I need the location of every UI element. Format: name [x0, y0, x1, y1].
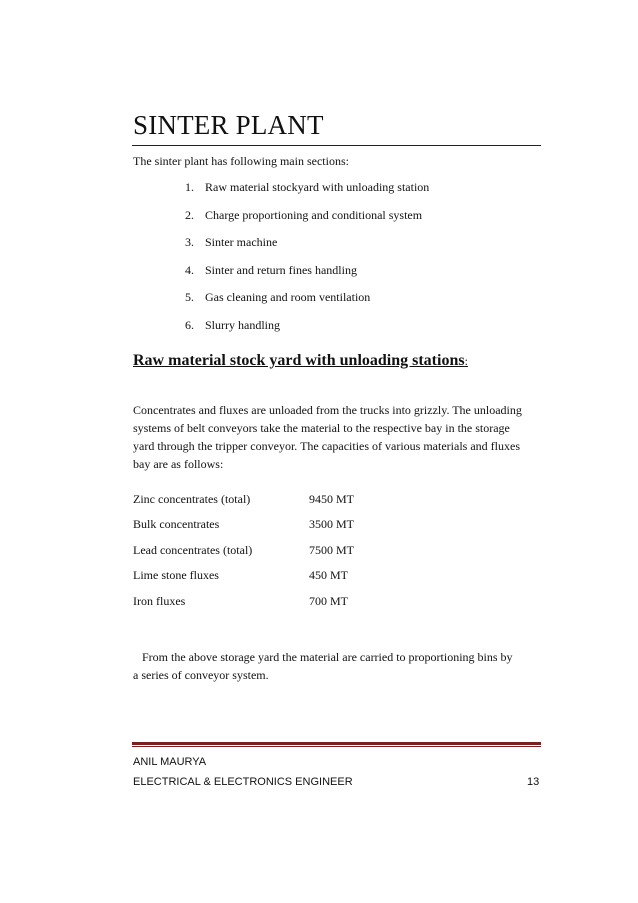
table-row: Bulk concentrates 3500 MT — [133, 517, 354, 532]
list-item: 2. Charge proportioning and conditional system — [185, 207, 423, 222]
table-row: Iron fluxes 700 MT — [133, 593, 348, 608]
list-item: 6. Slurry handling — [185, 317, 280, 332]
intro-text: The sinter plant has following main sections: — [133, 154, 349, 168]
list-item: 1. Raw material stockyard with unloading station — [185, 180, 430, 194]
section-heading: Raw material stock yard with unloading stations: — [133, 352, 468, 369]
list-item: 3. Sinter machine — [185, 235, 278, 249]
table-row: Lead concentrates (total) 7500 MT — [133, 542, 354, 557]
sections-list — [185, 180, 429, 345]
closing-paragraph: From the above storage yard the material are carried to proportioning bins by a series of conveyor system. — [133, 650, 513, 682]
footer-author: ANIL MAURYA — [133, 756, 207, 768]
table-row: Lime stone fluxes 450 MT — [133, 568, 348, 583]
capacity-table — [133, 492, 354, 619]
body-paragraph: Concentrates and fluxes are unloaded from the trucks into grizzly. The unloading systems of belt conveyors take the material to the respective bay in the storage yard through the tripper conveyor. The capacities of various materials and fluxes bay are as follows: — [133, 403, 522, 471]
list-item: 5. Gas cleaning and room ventilation — [185, 290, 371, 304]
footer-role: ELECTRICAL & ELECTRONICS ENGINEER — [133, 776, 353, 788]
page-title: SINTER PLANT — [133, 110, 324, 140]
page-number: 13 — [527, 776, 540, 788]
title-underline — [132, 145, 541, 146]
list-item: 4. Sinter and return fines handling — [185, 262, 357, 277]
footer-rule-thin — [132, 746, 541, 747]
footer-rule-thick — [132, 742, 541, 745]
table-row: Zinc concentrates (total) 9450 MT — [133, 492, 354, 506]
